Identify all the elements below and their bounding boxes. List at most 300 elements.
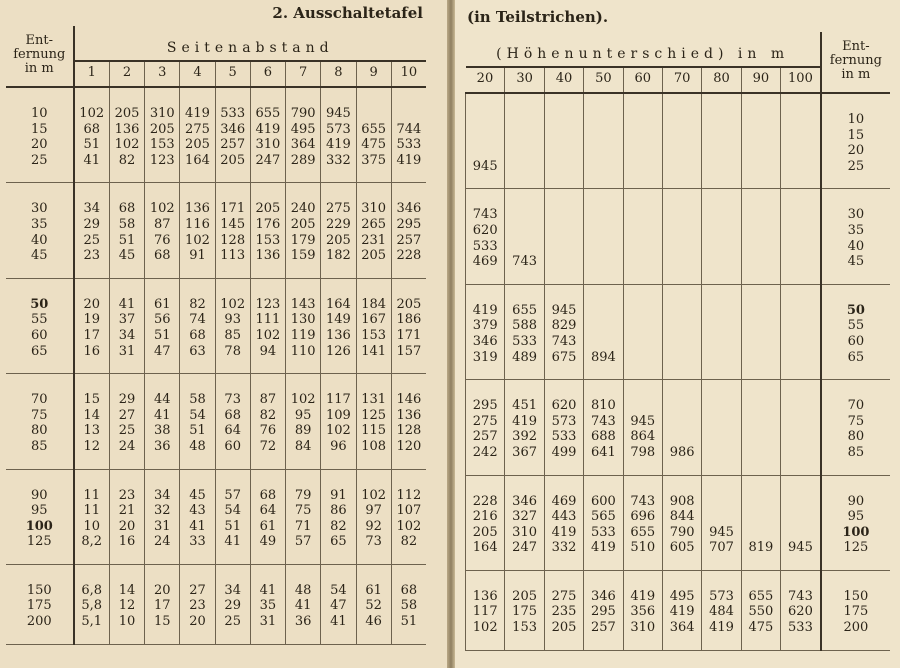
spacer — [744, 128, 778, 144]
distance-value: 15 — [847, 127, 865, 143]
value: 136 — [396, 407, 422, 423]
value: 94 — [259, 343, 277, 359]
distance-value: 50 — [30, 296, 49, 312]
value — [704, 223, 738, 239]
value: 16 — [118, 534, 136, 550]
value: 68 — [224, 407, 241, 423]
value: 240 — [290, 201, 316, 217]
spacer — [547, 112, 581, 128]
value-cell — [702, 475, 741, 570]
distance-value: 15 — [31, 121, 48, 137]
value: 29 — [118, 392, 136, 408]
value: 45 — [118, 248, 136, 264]
spacer — [665, 112, 699, 128]
distance-value: 80 — [847, 429, 865, 445]
distance-cell — [6, 374, 74, 469]
value: 54 — [224, 503, 241, 519]
value — [744, 334, 778, 350]
value: 23 — [83, 248, 100, 264]
value-cell — [250, 183, 285, 278]
distance-value: 45 — [31, 248, 48, 264]
value: 364 — [290, 137, 316, 153]
value-cell — [584, 284, 623, 379]
value-cell — [321, 564, 356, 644]
value-cell — [286, 374, 321, 469]
value — [783, 159, 818, 175]
value: 82 — [118, 152, 136, 168]
value — [547, 159, 581, 175]
value: 469 — [472, 254, 498, 270]
value — [665, 303, 699, 319]
value — [665, 254, 699, 270]
value: 11 — [83, 487, 100, 503]
table-block-row — [466, 570, 891, 650]
value: 743 — [472, 207, 498, 223]
distance-value: 20 — [847, 143, 865, 159]
value — [586, 223, 620, 239]
distance-header-line: fernung — [13, 47, 66, 62]
value-cell — [391, 564, 426, 644]
value-cell — [544, 475, 583, 570]
value: 164 — [185, 152, 210, 168]
value: 11 — [83, 503, 100, 519]
value: 179 — [290, 232, 316, 248]
value: 107 — [396, 503, 422, 519]
value: 14 — [118, 582, 136, 598]
value — [744, 207, 778, 223]
value: 205 — [290, 216, 316, 232]
value: 945 — [788, 540, 813, 556]
value-cell — [702, 570, 741, 650]
value-cell — [250, 278, 285, 373]
value: 82 — [330, 518, 347, 534]
value: 21 — [118, 503, 136, 519]
value — [783, 429, 818, 445]
value-cell — [74, 183, 110, 278]
value: 19 — [83, 312, 100, 328]
value-cell — [215, 469, 250, 564]
distance-header-line: Ent- — [842, 39, 870, 54]
value: 375 — [361, 152, 387, 168]
value: 696 — [630, 509, 656, 525]
column-header: 4 — [180, 61, 215, 87]
value: 15 — [153, 614, 171, 630]
value: 58 — [189, 392, 206, 408]
value: 159 — [290, 248, 316, 264]
distance-value: 150 — [26, 582, 52, 598]
value: 136 — [472, 588, 498, 604]
value: 790 — [290, 106, 316, 121]
value — [744, 223, 778, 239]
value: 205 — [255, 201, 281, 217]
value: 451 — [512, 398, 537, 414]
value: 5,8 — [81, 598, 103, 614]
value-cell — [180, 278, 215, 373]
distance-cell — [821, 570, 890, 650]
value — [783, 414, 818, 430]
value-cell — [781, 93, 821, 189]
value: 14 — [83, 407, 100, 423]
value: 641 — [590, 444, 616, 460]
value: 136 — [114, 121, 140, 137]
value: 113 — [220, 248, 246, 264]
value: 117 — [325, 392, 351, 408]
value-cell — [215, 183, 250, 278]
value: 79 — [294, 487, 312, 503]
value: 61 — [259, 518, 277, 534]
value: 533 — [472, 238, 498, 254]
value: 205 — [361, 248, 387, 264]
value: 91 — [189, 248, 206, 264]
value: 12 — [118, 598, 136, 614]
value — [704, 494, 738, 510]
value: 73 — [224, 392, 241, 408]
value: 153 — [149, 137, 175, 153]
spacer — [468, 143, 502, 159]
distance-value: 75 — [847, 413, 865, 429]
value: 47 — [330, 598, 347, 614]
value: 126 — [325, 343, 351, 359]
value: 419 — [551, 524, 577, 540]
value — [507, 159, 541, 175]
value: 23 — [118, 487, 136, 503]
value: 743 — [788, 588, 813, 604]
distance-value: 55 — [847, 318, 865, 334]
value-cell — [250, 564, 285, 644]
column-header: 9 — [356, 61, 391, 87]
value: 68 — [189, 327, 206, 343]
value-cell — [356, 87, 391, 183]
value: 164 — [325, 296, 351, 312]
distance-cell — [821, 380, 890, 475]
value: 17 — [83, 327, 100, 343]
value: 87 — [153, 216, 171, 232]
value: 205 — [114, 106, 140, 121]
group-header: Seitenabstand — [74, 26, 426, 61]
value: 167 — [361, 312, 387, 328]
value-cell — [74, 278, 110, 373]
distance-cell — [6, 564, 74, 644]
value: 332 — [551, 540, 577, 556]
distance-value: 90 — [847, 493, 865, 509]
value: 91 — [330, 487, 347, 503]
value-cell — [781, 284, 821, 379]
value-cell — [391, 87, 426, 183]
value: 125 — [361, 407, 387, 423]
value: 620 — [788, 604, 813, 620]
value: 82 — [189, 296, 206, 312]
value: 51 — [400, 614, 418, 630]
value: 295 — [472, 398, 498, 414]
value — [626, 223, 660, 239]
value: 247 — [255, 152, 281, 168]
distance-value: 35 — [847, 222, 865, 238]
value-cell — [391, 469, 426, 564]
spacer — [547, 143, 581, 159]
value: 346 — [590, 588, 616, 604]
value: 128 — [220, 232, 246, 248]
value — [507, 207, 541, 223]
value: 15 — [83, 392, 100, 408]
value: 392 — [512, 429, 537, 445]
book-gutter — [447, 0, 455, 668]
value: 588 — [512, 318, 537, 334]
distance-value: 95 — [847, 509, 865, 525]
value: 43 — [189, 503, 206, 519]
value — [783, 398, 818, 414]
value — [744, 429, 778, 445]
spacer — [783, 112, 818, 128]
value: 36 — [294, 614, 312, 630]
value: 310 — [255, 137, 281, 153]
distance-value: 25 — [31, 152, 48, 168]
value: 176 — [255, 216, 281, 232]
value: 346 — [396, 201, 422, 217]
value: 743 — [630, 493, 656, 509]
value — [626, 318, 660, 334]
value: 102 — [149, 201, 175, 217]
value-cell — [741, 284, 780, 379]
value: 908 — [669, 493, 695, 509]
value — [359, 106, 389, 122]
value: 419 — [709, 620, 734, 636]
value — [626, 334, 660, 350]
value-cell — [505, 284, 544, 379]
value: 117 — [472, 604, 498, 620]
spacer — [586, 112, 620, 128]
value: 533 — [396, 137, 422, 153]
value: 798 — [630, 444, 656, 460]
value-cell — [623, 570, 662, 650]
value: 41 — [118, 296, 136, 312]
value: 52 — [365, 598, 382, 614]
value — [744, 303, 778, 319]
value: 97 — [365, 503, 382, 519]
table-block-row — [6, 374, 426, 469]
value: 89 — [294, 423, 312, 439]
value — [665, 159, 699, 175]
value: 141 — [361, 343, 387, 359]
value: 13 — [83, 423, 100, 439]
value: 367 — [512, 444, 537, 460]
value — [744, 398, 778, 414]
value: 16 — [83, 343, 100, 359]
value: 186 — [396, 312, 422, 328]
spacer — [468, 128, 502, 144]
value: 205 — [512, 588, 537, 604]
value: 228 — [472, 493, 498, 509]
value-cell — [544, 570, 583, 650]
value: 216 — [472, 509, 498, 525]
value: 810 — [590, 398, 616, 414]
value: 600 — [590, 493, 616, 509]
value: 605 — [669, 540, 695, 556]
value-cell — [781, 475, 821, 570]
value: 157 — [396, 343, 422, 359]
distance-cell — [6, 278, 74, 373]
value: 419 — [396, 152, 422, 168]
value: 275 — [325, 201, 351, 217]
value-cell — [741, 475, 780, 570]
value: 356 — [630, 604, 656, 620]
value: 257 — [396, 232, 422, 248]
distance-value: 50 — [846, 302, 865, 318]
spacer — [626, 128, 660, 144]
value: 149 — [325, 312, 351, 328]
value: 23 — [189, 598, 206, 614]
value: 31 — [259, 614, 277, 630]
value: 128 — [396, 423, 422, 439]
value: 275 — [551, 588, 577, 604]
value: 346 — [472, 333, 498, 349]
value — [586, 318, 620, 334]
distance-header-line: Ent- — [25, 33, 54, 48]
value: 102 — [325, 423, 351, 439]
value: 95 — [294, 407, 312, 423]
value-cell — [505, 475, 544, 570]
value: 864 — [630, 429, 656, 445]
value-cell — [250, 87, 285, 183]
value — [665, 350, 699, 366]
value-cell — [544, 284, 583, 379]
value: 443 — [551, 509, 577, 525]
value: 31 — [118, 343, 136, 359]
value: 310 — [361, 201, 387, 217]
value: 707 — [709, 540, 734, 556]
value — [626, 159, 660, 175]
value-cell — [180, 374, 215, 469]
value — [665, 414, 699, 430]
value: 72 — [259, 438, 277, 454]
value — [547, 223, 581, 239]
value: 20 — [118, 518, 136, 534]
value: 116 — [185, 216, 210, 232]
column-header: 2 — [109, 61, 144, 87]
table-block-row — [6, 469, 426, 564]
value: 499 — [551, 444, 577, 460]
distance-value: 35 — [31, 216, 48, 232]
value: 41 — [224, 534, 241, 550]
distance-value: 65 — [847, 349, 865, 365]
value: 33 — [189, 534, 206, 550]
value — [744, 318, 778, 334]
value: 115 — [361, 423, 387, 439]
distance-value: 30 — [847, 207, 865, 223]
table-block-row — [6, 564, 426, 644]
table-block-row — [466, 284, 891, 379]
spacer — [547, 128, 581, 144]
value — [704, 429, 738, 445]
value: 58 — [400, 598, 418, 614]
value: 60 — [224, 438, 241, 454]
value: 85 — [224, 327, 241, 343]
value: 20 — [189, 614, 206, 630]
value-cell — [356, 278, 391, 373]
value — [665, 223, 699, 239]
value: 47 — [153, 343, 171, 359]
value: 65 — [330, 534, 347, 550]
table-block-row — [466, 93, 891, 189]
distance-value: 10 — [847, 112, 865, 127]
value: 54 — [330, 582, 347, 598]
value: 655 — [255, 106, 281, 121]
value-cell — [145, 278, 180, 373]
value: 136 — [325, 327, 351, 343]
value: 655 — [748, 588, 774, 604]
distance-value: 20 — [31, 137, 48, 153]
value — [783, 494, 818, 510]
value-cell — [286, 469, 321, 564]
column-header: 1 — [74, 61, 110, 87]
distance-value: 90 — [31, 487, 48, 503]
distance-header-line: in m — [24, 61, 54, 76]
value-cell — [391, 374, 426, 469]
value — [783, 509, 818, 525]
value — [626, 254, 660, 270]
distance-value: 150 — [843, 588, 869, 604]
spacer — [704, 128, 738, 144]
distance-value: 200 — [843, 620, 869, 636]
value: 48 — [189, 438, 206, 454]
value-cell — [145, 564, 180, 644]
value: 78 — [224, 343, 241, 359]
value: 119 — [290, 327, 316, 343]
value — [626, 239, 660, 255]
value: 275 — [472, 413, 498, 429]
value: 844 — [669, 509, 695, 525]
value: 34 — [224, 582, 241, 598]
value: 123 — [149, 152, 175, 168]
value: 655 — [361, 121, 387, 137]
value-cell — [741, 380, 780, 475]
distance-header-line: in m — [841, 67, 871, 82]
value: 419 — [325, 137, 351, 153]
value — [704, 207, 738, 223]
distance-value: 70 — [31, 392, 48, 408]
value: 20 — [153, 582, 171, 598]
value: 31 — [153, 518, 171, 534]
value: 346 — [220, 121, 246, 137]
value — [626, 207, 660, 223]
value: 484 — [709, 604, 734, 620]
column-header: 8 — [321, 61, 356, 87]
value-cell — [584, 93, 623, 189]
value — [783, 239, 818, 255]
distance-value: 100 — [25, 518, 53, 534]
value-cell — [702, 93, 741, 189]
value: 829 — [551, 318, 577, 334]
value-cell — [741, 570, 780, 650]
value-cell — [505, 93, 544, 189]
value: 136 — [255, 248, 281, 264]
value: 8,2 — [81, 534, 103, 550]
value: 36 — [153, 438, 171, 454]
value — [744, 254, 778, 270]
value — [586, 303, 620, 319]
value: 73 — [365, 534, 382, 550]
value-cell — [215, 564, 250, 644]
value: 475 — [361, 137, 387, 153]
value: 743 — [551, 333, 577, 349]
right-page-header: (in Teilstrichen). — [467, 8, 609, 26]
value-cell — [74, 564, 110, 644]
left-table — [6, 26, 426, 645]
value: 102 — [114, 137, 140, 153]
value: 533 — [788, 620, 813, 636]
value: 175 — [512, 604, 537, 620]
distance-header-line: fernung — [829, 53, 882, 68]
value: 58 — [118, 216, 136, 232]
